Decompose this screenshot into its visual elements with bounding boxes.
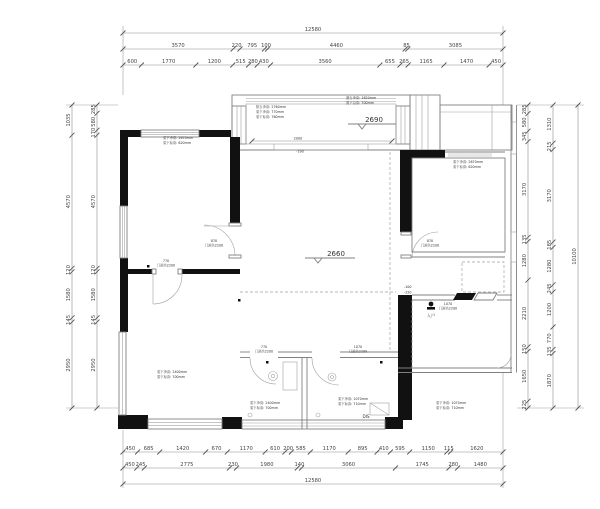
dim-label: 450 xyxy=(125,446,136,453)
dim-label: 4460 xyxy=(329,43,343,50)
annotation-line: 梁下净高: 1070mm xyxy=(436,401,467,405)
annotation-line: 梁下净高: 2670mm xyxy=(163,136,194,140)
dim-label: 220 xyxy=(231,43,242,50)
dim-label: 2950 xyxy=(66,358,73,372)
dim-label: 145 xyxy=(91,314,98,325)
dim-label: 515 xyxy=(235,59,246,66)
door-note: 门洞共2200 xyxy=(204,243,224,248)
appliance-label: DIS xyxy=(362,414,370,419)
dim-label: 895 xyxy=(357,446,368,453)
dim-label: 610 xyxy=(270,446,281,453)
level-note-2: -220 xyxy=(404,290,412,295)
dim-label: 215 xyxy=(547,141,554,152)
dim-label: 770 xyxy=(547,333,554,344)
dim-label: 135 xyxy=(522,234,529,245)
dim-label: 4570 xyxy=(66,195,73,209)
door-note: 门洞共2200 xyxy=(156,263,176,268)
dim-label: 1580 xyxy=(91,288,98,302)
dim-label: 3170 xyxy=(522,182,529,197)
door-dim: 1070 xyxy=(353,345,363,349)
dim-label: 1165 xyxy=(419,59,433,66)
dim-label: 1470 xyxy=(459,59,474,66)
dim-label: 285 xyxy=(91,104,98,115)
level-note-1: -100 xyxy=(404,285,412,289)
dim-label: 120 xyxy=(66,265,73,276)
dim-label: 795 xyxy=(247,43,258,50)
living-level: 2660 xyxy=(327,250,345,258)
dim-label: 1870 xyxy=(547,374,554,388)
annotation-line: 梁下标高: 620mm xyxy=(453,165,482,169)
dim-label: 3060 xyxy=(341,462,356,469)
dim-label: 85 xyxy=(403,43,410,50)
dim-label: 10100 xyxy=(572,248,579,265)
dim-label: 1200 xyxy=(547,302,554,317)
annotation-line: 梁下净高: 2670mm xyxy=(453,160,484,164)
dim-label: 1770 xyxy=(162,59,176,66)
dim-label: 12580 xyxy=(304,27,322,34)
partitions xyxy=(240,105,517,429)
annotation-texts xyxy=(157,95,483,410)
dim-label: 170 xyxy=(91,127,98,138)
dim-label: 230 xyxy=(228,462,238,469)
dim-label: 120 xyxy=(91,265,98,276)
dim-label: 225 xyxy=(522,399,529,410)
annotation-line: 梁下净高: 770mm xyxy=(256,110,285,114)
dim-label: 115 xyxy=(443,446,454,453)
door-note: 门洞共2200 xyxy=(254,349,274,354)
dim-label: 1980 xyxy=(260,462,274,469)
annotation-line: 窗台净高: 1620mm xyxy=(346,96,377,100)
dim-label: 585 xyxy=(295,446,306,453)
dim-label: 285 xyxy=(522,104,529,115)
door-note: 门洞共2200 xyxy=(438,306,458,311)
dim-label: 345 xyxy=(522,131,529,142)
elevation-marker-balcony xyxy=(348,116,396,129)
dim-label: 600 xyxy=(127,59,138,66)
annotation-line: 梁下标高: 700mm xyxy=(250,406,279,410)
dim-label: 1745 xyxy=(415,462,429,469)
structural-walls xyxy=(118,130,445,429)
dim-label: 1150 xyxy=(421,446,435,453)
door-dim: 1070 xyxy=(443,302,453,306)
annotation-line: 梁下标高: 620mm xyxy=(163,141,192,145)
dim-label: 1480 xyxy=(473,462,487,469)
dim-label: 245 xyxy=(547,283,554,294)
dim-label: 135 xyxy=(547,346,554,357)
dim-label: 245 xyxy=(135,462,146,469)
dim-label: 200 xyxy=(283,446,294,453)
annotation-line: 梁下标高: 710mm xyxy=(338,402,367,406)
door-note: 门洞共2200 xyxy=(420,243,440,248)
dim-label: 3085 xyxy=(448,43,463,50)
dim-label: 280 xyxy=(247,59,258,66)
doors xyxy=(152,223,438,385)
dim-label: 1200 xyxy=(207,59,221,66)
balcony xyxy=(232,95,410,154)
door-dim: 770 xyxy=(260,345,268,349)
balcony-level: 2690 xyxy=(365,116,383,124)
dim-label: 450 xyxy=(491,59,502,66)
dim-label: 1170 xyxy=(239,446,253,453)
dim-label: 1580 xyxy=(66,288,73,302)
top-right-structures xyxy=(410,95,512,150)
door-dim: 870 xyxy=(426,239,434,243)
dim-label: 100 xyxy=(261,43,271,50)
annotation-line: 梁下标高: 700mm xyxy=(157,375,186,379)
dim-label: 185 xyxy=(547,239,554,250)
dim-label: 1280 xyxy=(547,259,554,273)
dim-label: 1035 xyxy=(66,113,73,127)
door-dim: 870 xyxy=(210,239,218,243)
dim-label: 4570 xyxy=(91,195,98,209)
dim-label: 1310 xyxy=(547,117,554,131)
dim-label: 1420 xyxy=(176,446,190,453)
dim-label: 410 xyxy=(378,446,389,453)
balcony-width-dim: 2000 xyxy=(293,136,303,141)
dim-label: 595 xyxy=(395,446,405,453)
dim-label: 1650 xyxy=(522,369,529,383)
dim-label: 1170 xyxy=(322,446,336,453)
dim-label: 430 xyxy=(258,59,269,66)
dim-label: 145 xyxy=(66,314,73,325)
dim-label: 3170 xyxy=(547,189,554,203)
annotation-line: 梁下标高: 760mm xyxy=(256,115,285,119)
annotation-line: 梁下净高: 2400mm xyxy=(250,401,281,405)
elevation-marker-living xyxy=(305,250,355,263)
dim-label: 150 xyxy=(522,344,529,355)
dim-label: 1620 xyxy=(470,446,484,453)
dim-label: 265 xyxy=(399,59,410,66)
dim-label: 450 xyxy=(124,462,135,469)
dim-label: 670 xyxy=(211,446,222,453)
dim-label: 3570 xyxy=(171,43,185,50)
annotation-line: 梁下净高: 2400mm xyxy=(157,370,188,374)
annotation-line: 阳台净高: 2760mm xyxy=(256,105,287,109)
entry-marker xyxy=(427,302,435,319)
annotation-line: 窗下沿高: 700mm xyxy=(346,101,375,105)
dim-label: 3560 xyxy=(318,59,332,66)
dim-label: 580 xyxy=(522,117,529,128)
dim-label: 2950 xyxy=(91,358,98,372)
dim-label: 2775 xyxy=(180,462,194,469)
door-note: 门洞共2200 xyxy=(348,349,368,354)
dim-label: 655 xyxy=(384,59,395,66)
annotation-line: 梁下净高: 1070mm xyxy=(338,397,369,401)
dim-label: 12580 xyxy=(304,478,322,485)
dim-label: 280 xyxy=(448,462,459,469)
dim-label: 1280 xyxy=(522,254,529,268)
dim-label: 2210 xyxy=(522,306,529,321)
door-dim: 770 xyxy=(162,259,170,263)
balcony-level-note: -190 xyxy=(296,149,304,154)
entry-label: 入户 xyxy=(426,313,436,318)
dim-label: 140 xyxy=(294,462,305,469)
windows xyxy=(119,130,385,429)
annotation-line: 梁下标高: 710mm xyxy=(436,406,465,410)
fixtures xyxy=(147,265,435,419)
dim-label: 685 xyxy=(143,446,154,453)
dim-label: 580 xyxy=(91,116,98,127)
